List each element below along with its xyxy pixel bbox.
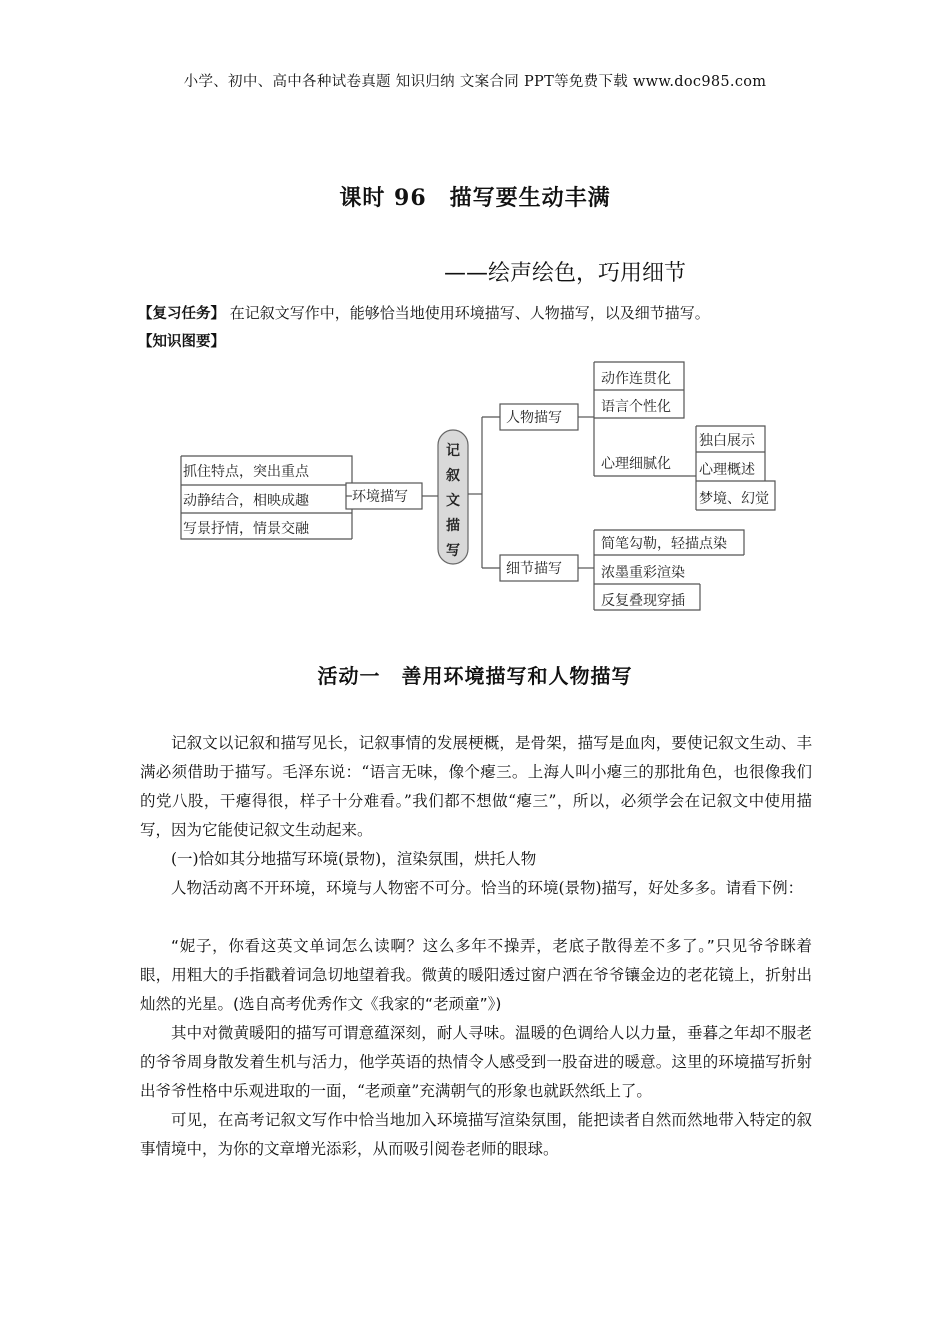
root-char-3: 文 [446, 493, 460, 509]
detail-label: 细节描写 [506, 561, 562, 577]
root-char-4: 描 [446, 518, 460, 534]
env-item-1: 抓住特点，突出重点 [183, 464, 309, 480]
person-item-3: 心理细腻化 [601, 456, 671, 472]
paragraph-5: 其中对微黄暖阳的描写可谓意蕴深刻，耐人寻味。温暖的色调给人以力量，垂暮之年却不服老的爷爷周身散发着生机与活力，他学英语的热情令人感受到一股奋进的暖意。这里的环境描写折射出爷爷性格中乐观进取的一面，“老顽童”充满朝气的形象也就跃然纸上了。 [140, 1024, 812, 1100]
review-text: 在记叙文写作中，能够恰当地使用环境描写、人物描写，以及细节描写。 [229, 304, 710, 322]
person-item-2: 语言个性化 [601, 399, 671, 415]
root-char-5: 写 [446, 543, 460, 559]
person-label: 人物描写 [506, 410, 562, 426]
lesson-subtitle: ——绘声绘色，巧用细节 [444, 261, 687, 286]
env-label: 环境描写 [352, 489, 408, 505]
lesson-title: 课时 96 描写要生动丰满 [339, 185, 611, 211]
root-char-1: 记 [446, 443, 460, 459]
knowledge-tag-label: 【知识图要】 [138, 334, 225, 350]
psych-item-3: 梦境、幻觉 [699, 491, 769, 507]
psych-item-2: 心理概述 [699, 462, 755, 478]
psych-item-1: 独白展示 [699, 433, 755, 449]
detail-item-3: 反复叠现穿插 [601, 593, 685, 609]
paragraph-2: (一)恰如其分地描写环境(景物)，渲染氛围，烘托人物 [171, 850, 537, 868]
root-char-2: 叙 [446, 468, 460, 484]
detail-item-2: 浓墨重彩渲染 [601, 565, 685, 581]
page-header: 小学、初中、高中各种试卷真题 知识归纳 文案合同 PPT等免费下载 www.doc985.com [183, 74, 767, 90]
env-item-2: 动静结合，相映成趣 [183, 493, 309, 509]
paragraph-6: 可见，在高考记叙文写作中恰当地加入环境描写渲染氛围，能把读者自然而然地带入特定的叙事情境中，为你的文章增光添彩，从而吸引阅卷老师的眼球。 [140, 1111, 812, 1158]
paragraph-3: 人物活动离不开环境，环境与人物密不可分。恰当的环境(景物)描写，好处多多。请看下例： [171, 879, 804, 897]
paragraph-1: 记叙文以记叙和描写见长，记叙事情的发展梗概，是骨架，描写是血肉，要使记叙文生动、丰满必须借助于描写。毛泽东说：“语言无味，像个瘪三。上海人叫小瘪三的那批角色，也很像我们的党八股，干瘪得很，样子十分难看。”我们都不想做“瘪三”，所以，必须学会在记叙文中使用描写，因为它能使记叙文生动起来。 [140, 734, 812, 839]
detail-item-1: 简笔勾勒，轻描点染 [601, 536, 727, 552]
paragraph-4-example: “妮子，你看这英文单词怎么读啊？这么多年不操弄，老底子散得差不多了。”只见爷爷眯着眼，用粗大的手指戳着词急切地望着我。微黄的暖阳透过窗户洒在爷爷镶金边的老花镜上，折射出灿然的光星。(选自高考优秀作文《我家的“老顽童”》) [140, 937, 812, 1013]
activity-title: 活动一 善用环境描写和人物描写 [317, 664, 633, 688]
person-item-1: 动作连贯化 [601, 371, 671, 387]
review-tag: 【复习任务】 [138, 306, 225, 322]
env-item-3: 写景抒情，情景交融 [183, 521, 309, 537]
